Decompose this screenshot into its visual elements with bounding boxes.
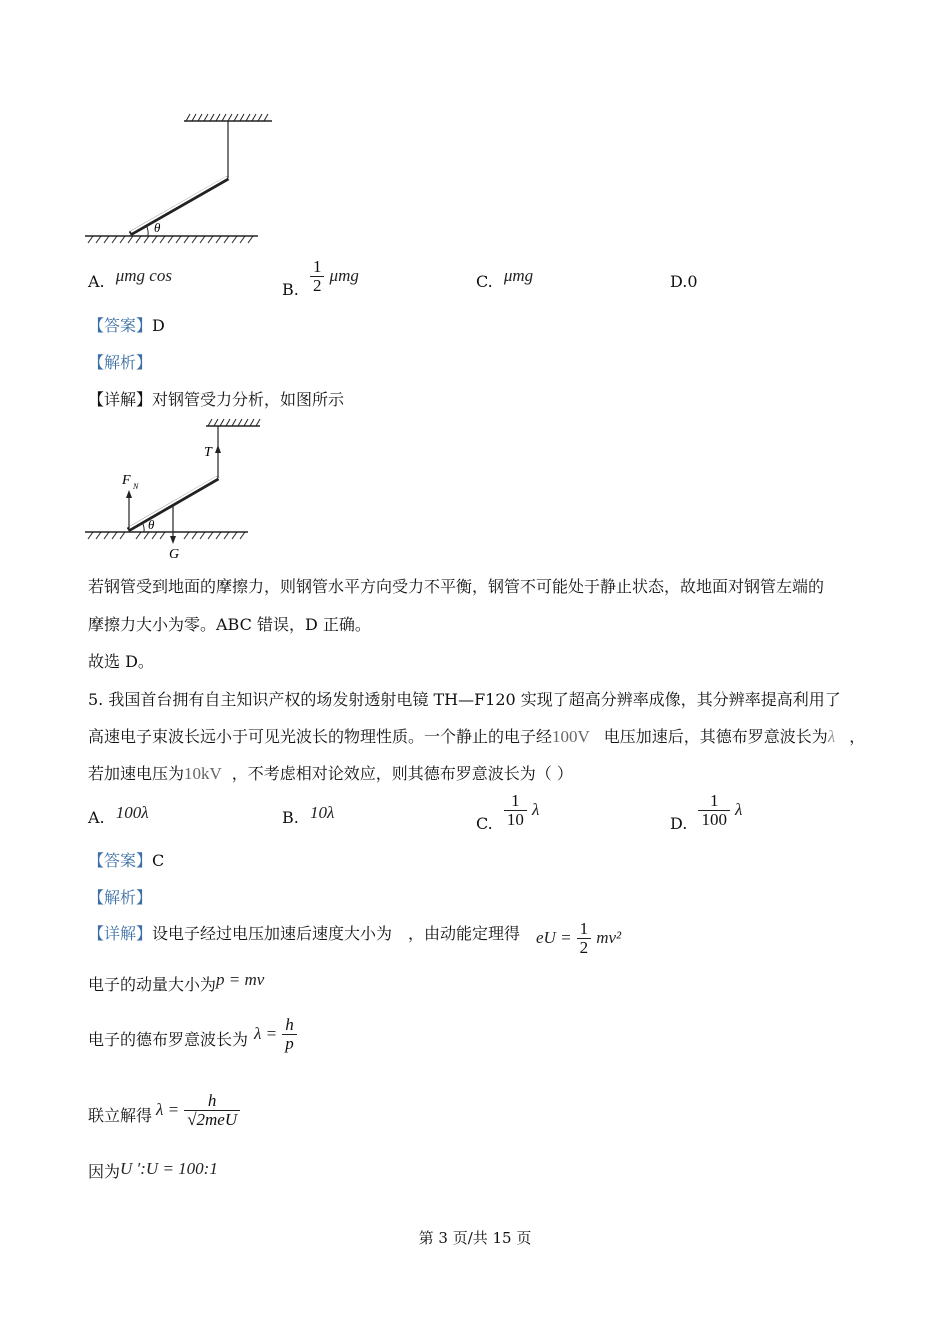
tension-label: T [204,445,212,460]
kinetic-energy-equation: eU = $\frac{1}{2}$ mv² [536,919,622,957]
q4-para-line2: 摩擦力大小为零。ABC 错误，D 正确。 [88,615,371,634]
q4-para-line1: 若钢管受到地面的摩擦力，则钢管水平方向受力不平衡，钢管不可能处于静止状态，故地面对钢管左端的 [88,577,825,596]
wavelength-equation: λ = $\frac{h}{p}$ [254,1016,297,1053]
q4-option-b: B. $\frac{1}{2}$ μmg [282,257,359,299]
rod-figure [80,110,290,250]
q5-line3: 若加速电压为10kV ，不考虑相对论效应，则其德布罗意波长为（ ） [88,764,573,783]
q4-option-c: C. μmg [476,266,534,291]
q5-option-d: D. $\frac{1}{100}$ λ [670,791,743,833]
solve-equation: λ = $\frac{h}{\text{√2meU}}$ [156,1092,240,1129]
q5-because: 因为U ′:U = 100:1 [88,1159,218,1181]
q5-option-a: A. 100λ [88,803,149,827]
theta-label: θ [154,220,161,235]
force-diagram [80,412,280,562]
q5-option-c: C. $\frac{1}{10}$ λ [476,791,540,833]
normal-force-label: F [122,473,131,488]
q4-detail: 【详解】对钢管受力分析，如图所示 [88,390,345,409]
q4-option-d: D.0 [670,272,698,291]
q4-option-a: A. μmg cos [88,266,172,291]
q4-conclusion: 故选 D。 [88,652,154,671]
gravity-label: G [169,547,180,562]
q5-answer: 【答案】C [88,851,165,870]
q5-detail: 【详解】设电子经过电压加速后速度大小为 ，由动能定理得 [88,924,521,943]
q5-solve: 联立解得 [88,1106,153,1125]
q5-option-b: B. 10λ [282,803,335,827]
q5-momentum: 电子的动量大小为p = mv [88,970,265,994]
q4-answer: 【答案】D [88,316,165,335]
q4-analysis-tag: 【解析】 [88,353,153,372]
q5-line1: 5. 我国首台拥有自主知识产权的场发射透射电镜 TH—F120 实现了超高分辨率成像，其分辨率提高利用了 [88,690,841,709]
q5-analysis-tag: 【解析】 [88,888,153,907]
q5-line2: 高速电子束波长远小于可见光波长的物理性质。一个静止的电子经100V 电压加速后，其德布罗意波长为λ ， [88,727,866,746]
q5-wavelength: 电子的德布罗意波长为 [88,1030,249,1049]
theta-label-2: θ [148,517,155,532]
page-footer: 第 3 页/共 15 页 [418,1229,532,1247]
normal-force-subscript: N [133,482,139,491]
